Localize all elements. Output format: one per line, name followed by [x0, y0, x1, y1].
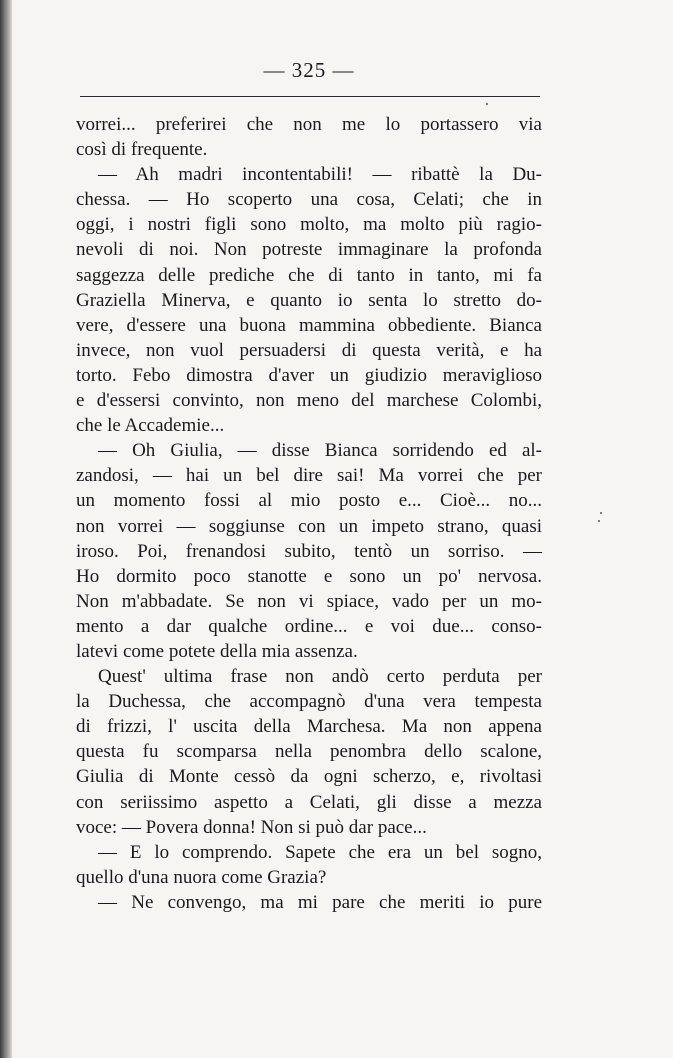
text-line: iroso. Poi, frenandosi subito, tentò un sorriso. —: [76, 540, 542, 562]
text-line: saggezza delle prediche che di tanto in tanto, mi fa: [76, 264, 542, 286]
text-line: Giulia di Monte cessò da ogni scherzo, e, rivoltasi: [76, 766, 542, 788]
text-line: così di frequente.: [76, 139, 208, 161]
text-line: Graziella Minerva, e quanto io senta lo stretto do-: [76, 289, 542, 311]
text-line: Quest' ultima frase non andò certo perduta per: [98, 666, 542, 688]
text-line: Ho dormito poco stanotte e sono un po' nervosa.: [76, 565, 542, 587]
text-line: — E lo comprendo. Sapete che era un bel sogno,: [98, 841, 542, 863]
body-text: [76, 112, 542, 915]
text-line: quello d'una nuora come Grazia?: [76, 866, 327, 888]
text-line: zandosi, — hai un bel dire sai! Ma vorrei che per: [76, 465, 542, 487]
text-line: mento a dar qualche ordine... e voi due... conso-: [76, 615, 542, 637]
text-line: — Ne convengo, ma mi pare che meriti io pure: [98, 891, 542, 913]
text-line: oggi, i nostri figli sono molto, ma molto più ragio-: [76, 214, 542, 236]
text-line: la Duchessa, che accompagnò d'una vera tempesta: [76, 691, 542, 713]
text-line: che le Accademie...: [76, 415, 225, 437]
text-line: di frizzi, l' uscita della Marchesa. Ma non appena: [76, 716, 542, 738]
text-line: — Ah madri incontentabili! — ribattè la Du-: [98, 164, 542, 186]
binding-shadow: [0, 0, 12, 1058]
text-line: vere, d'essere una buona mammina obbediente. Bianca: [76, 314, 542, 336]
text-line: Non m'abbadate. Se non vi spiace, vado per un mo-: [76, 590, 542, 612]
page-number: — 325 —: [263, 58, 355, 82]
text-line: un momento fossi al mio posto e... Cioè... no...: [76, 490, 542, 512]
text-line: torto. Febo dimostra d'aver un giudizio meraviglioso: [76, 364, 542, 386]
scan-speck: [598, 520, 600, 522]
text-line: chessa. — Ho scoperto una cosa, Celati; che in: [76, 189, 542, 211]
text-line: questa fu scomparsa nella penombra dello scalone,: [76, 741, 542, 763]
text-line: e d'essersi convinto, non meno del marchese Colombi,: [76, 390, 542, 412]
scan-speck: [600, 512, 602, 514]
scan-speck: [486, 103, 488, 105]
text-line: invece, non vuol persuadersi di questa verità, e ha: [76, 339, 542, 361]
text-line: — Oh Giulia, — disse Bianca sorridendo ed al-: [98, 440, 542, 462]
text-line: con seriissimo aspetto a Celati, gli disse a mezza: [76, 791, 542, 813]
text-line: non vorrei — soggiunse con un impeto strano, quasi: [76, 515, 542, 537]
header-rule: [80, 96, 540, 97]
text-line: vorrei... preferirei che non me lo portassero via: [76, 114, 542, 135]
text-line: voce: — Povera donna! Non si può dar pace...: [76, 816, 427, 838]
text-line: latevi come potete della mia assenza.: [76, 640, 358, 662]
text-line: nevoli di noi. Non potreste immaginare la profonda: [76, 239, 542, 261]
